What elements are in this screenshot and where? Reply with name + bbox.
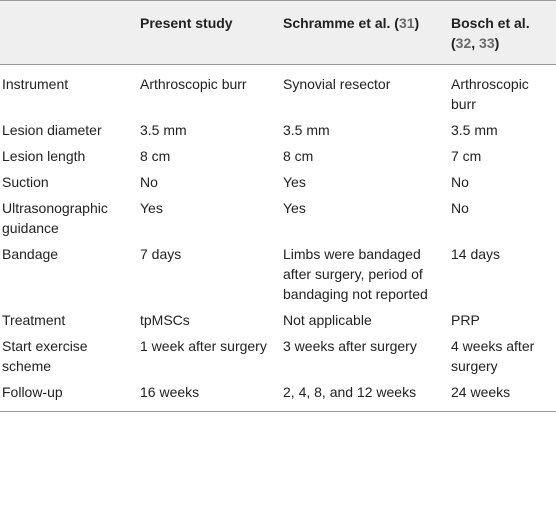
cell-schramme: 3.5 mm — [283, 122, 330, 138]
table-header — [0, 1, 556, 65]
header-schramme — [279, 1, 447, 65]
row-label: Start exercise scheme — [2, 338, 88, 374]
ref-paren-open: ( — [451, 35, 456, 51]
header-bosch-name: Bosch et al. — [451, 15, 530, 31]
table-row — [0, 306, 556, 332]
cell-present: Arthroscopic burr — [140, 76, 247, 92]
cell-schramme: Yes — [283, 174, 306, 190]
cell-schramme: 3 weeks after surgery — [283, 338, 417, 354]
cell-bosch: Arthroscopic burr — [451, 76, 529, 112]
cell-present: 7 days — [140, 246, 182, 262]
cell-bosch: No — [451, 174, 469, 190]
cell-bosch: 24 weeks — [451, 384, 511, 400]
row-label: Follow-up — [2, 384, 63, 400]
cell-bosch: 14 days — [451, 246, 501, 262]
table-row — [0, 142, 556, 168]
cell-present: 3.5 mm — [140, 122, 187, 138]
table-row — [0, 194, 556, 240]
row-label: Bandage — [2, 246, 59, 262]
cell-schramme: 8 cm — [283, 148, 314, 164]
row-label: Suction — [2, 174, 49, 190]
cell-schramme: Synovial resector — [283, 76, 391, 92]
ref-paren-close: ) — [414, 15, 420, 31]
cell-bosch: 7 cm — [451, 148, 482, 164]
table-body — [0, 65, 556, 412]
table-row — [0, 378, 556, 412]
row-label: Lesion diameter — [2, 122, 102, 138]
cell-present: No — [140, 174, 158, 190]
cell-schramme: 2, 4, 8, and 12 weeks — [283, 384, 417, 400]
reference-link-33[interactable]: 33 — [479, 35, 495, 51]
cell-schramme: Limbs were bandaged after surgery, period of bandaging not reported — [283, 246, 428, 302]
cell-present: 16 weeks — [140, 384, 200, 400]
cell-present: tpMSCs — [140, 312, 190, 328]
cell-present: Yes — [140, 200, 163, 216]
cell-present: 8 cm — [140, 148, 171, 164]
header-schramme-name: Schramme et al. — [283, 15, 391, 31]
ref-paren-close: ) — [494, 35, 500, 51]
row-label: Ultrasonographic guidance — [2, 200, 108, 236]
ref-separator: , — [471, 35, 480, 51]
cell-present: 1 week after surgery — [140, 338, 267, 354]
row-label: Lesion length — [2, 148, 86, 164]
cell-bosch: No — [451, 200, 469, 216]
table-row — [0, 65, 556, 117]
reference-link-31[interactable]: 31 — [398, 15, 415, 31]
table-row — [0, 332, 556, 378]
header-bosch — [447, 1, 556, 65]
header-empty-cell — [0, 1, 136, 65]
row-label: Instrument — [2, 76, 69, 92]
table-row — [0, 168, 556, 194]
cell-bosch: 3.5 mm — [451, 122, 498, 138]
ref-paren-open: ( — [394, 15, 399, 31]
header-present-study: Present study — [140, 15, 233, 31]
cell-bosch: 4 weeks after surgery — [451, 338, 535, 374]
cell-bosch: PRP — [451, 312, 480, 328]
table-row — [0, 116, 556, 142]
cell-schramme: Yes — [283, 200, 306, 216]
header-row — [0, 1, 556, 65]
reference-link-32[interactable]: 32 — [455, 35, 472, 51]
cell-schramme: Not applicable — [283, 312, 372, 328]
table-row — [0, 240, 556, 306]
row-label: Treatment — [2, 312, 66, 328]
